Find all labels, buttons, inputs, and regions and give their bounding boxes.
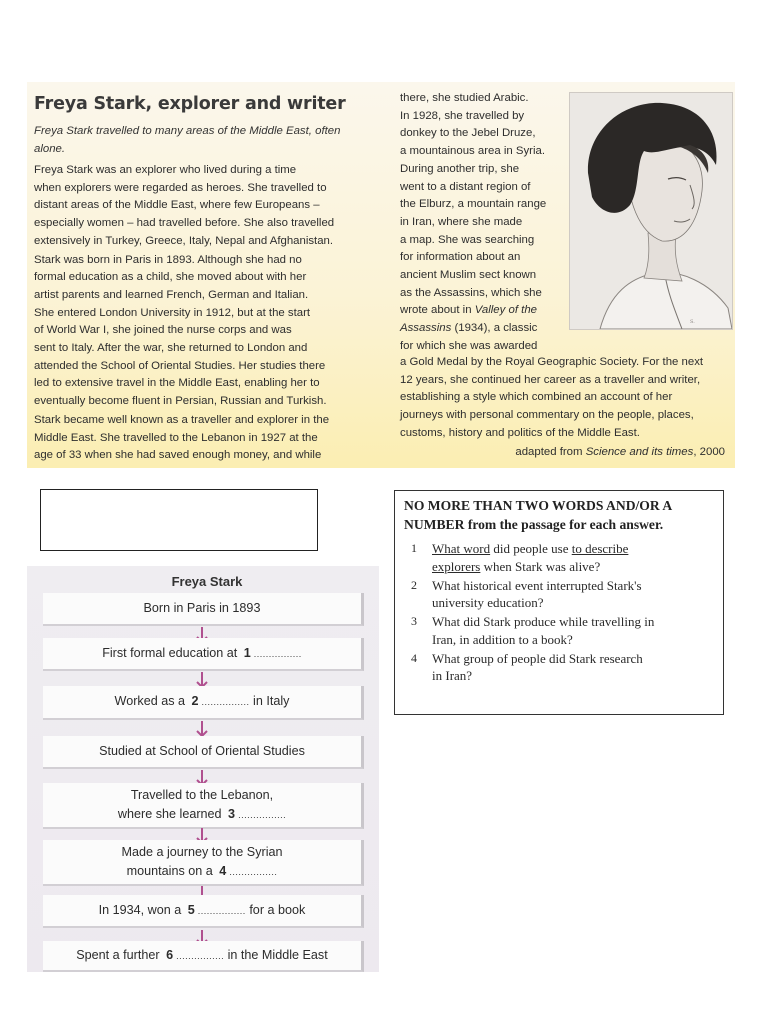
flowchart-title: Freya Stark xyxy=(171,574,243,589)
question-item: 4 What group of people did Stark research in Iran? xyxy=(411,650,643,683)
flow-box-born: Born in Paris in 1893 xyxy=(43,593,364,626)
questions-list xyxy=(395,540,723,685)
empty-answer-box xyxy=(40,489,318,551)
article-bottom-paragraph: a Gold Medal by the Royal Geographic Society. For the next 12 years, she continued her career as a traveller and writer, establishing a style which combined an account of her journeys with personal commentary on the people, places, customs, history and politics of the Middle East. xyxy=(400,356,704,439)
article-panel xyxy=(27,82,735,468)
article-middle-column: there, she studied Arabic. In 1928, she travelled by donkey to the Jebel Druze, a mountainous area in Syria. During another trip, she went to a distant region of the Elburz, a mountain range in Iran, where she made a map. She was searching for information about an ancient Muslim sect known as the Assassins, which she wrote about in Valley of the Assassins (1934), a classic for which she was awarded xyxy=(400,92,547,352)
article-title: Freya Stark, explorer and writer xyxy=(34,94,346,114)
questions-box xyxy=(394,490,724,715)
flow-box-worked: Worked as a 2 ................ in Italy xyxy=(43,686,364,720)
flow-box-studied: Studied at School of Oriental Studies xyxy=(43,736,364,769)
flow-box-lebanon: Travelled to the Lebanon, where she learned 3 ................ xyxy=(43,783,364,829)
flow-box-award: In 1934, won a 5 ................ for a book xyxy=(43,895,364,928)
flow-box-education: First formal education at 1 ................ xyxy=(43,638,364,671)
article-paragraph-3: Stark became well known as a traveller and explorer in the Middle East. She travelled to the Lebanon in 1927 at the age of 33 when she had saved enough money, and while xyxy=(34,413,330,462)
article-subtitle: Freya Stark travelled to many areas of the Middle East, often alone. xyxy=(34,125,341,155)
article-left-column xyxy=(34,90,362,466)
article-source: adapted from Science and its times, 2000 xyxy=(515,446,725,458)
flow-box-further: Spent a further 6 ................ in the Middle East xyxy=(43,941,364,972)
article-paragraph-2: Stark was born in Paris in 1893. Although she had no formal education as a child, she moved about with her artist parents and learned French, German and Italian. She entered London University in 1912, but at the start of World War I, she joined the nurse corps and was sent to Italy. After the war, she returned to London and attended the School of Oriental Studies. Her studies there led to extensive travel in the Middle East, enabling her to eventually become fluent in Persian, Russian and Turkish. xyxy=(34,253,327,408)
question-item: 3 What did Stark produce while travelling in Iran, in addition to a book? xyxy=(411,614,655,647)
article-paragraph-1: Freya Stark was an explorer who lived during a time when explorers were regarded as heroes. She travelled to distant areas of the Middle East, where few Europeans – especially women – had travelled before. She also travelled extensively in Turkey, Greece, Italy, Nepal and Afghanistan. xyxy=(34,164,335,247)
svg-text:S.: S. xyxy=(690,319,695,325)
portrait-sketch-icon xyxy=(570,93,732,329)
question-item: 1 What word did people use to describe explorers when Stark was alive? xyxy=(411,541,629,574)
question-item: 2 What historical event interrupted Stark's university education? xyxy=(411,577,642,610)
questions-instructions: NO MORE THAN TWO WORDS AND/OR A NUMBER from the passage for each answer. xyxy=(404,498,673,532)
flow-box-syria: Made a journey to the Syrian mountains on a 4 ................ xyxy=(43,840,364,886)
flowchart-panel xyxy=(27,566,379,972)
portrait-image xyxy=(569,92,733,330)
